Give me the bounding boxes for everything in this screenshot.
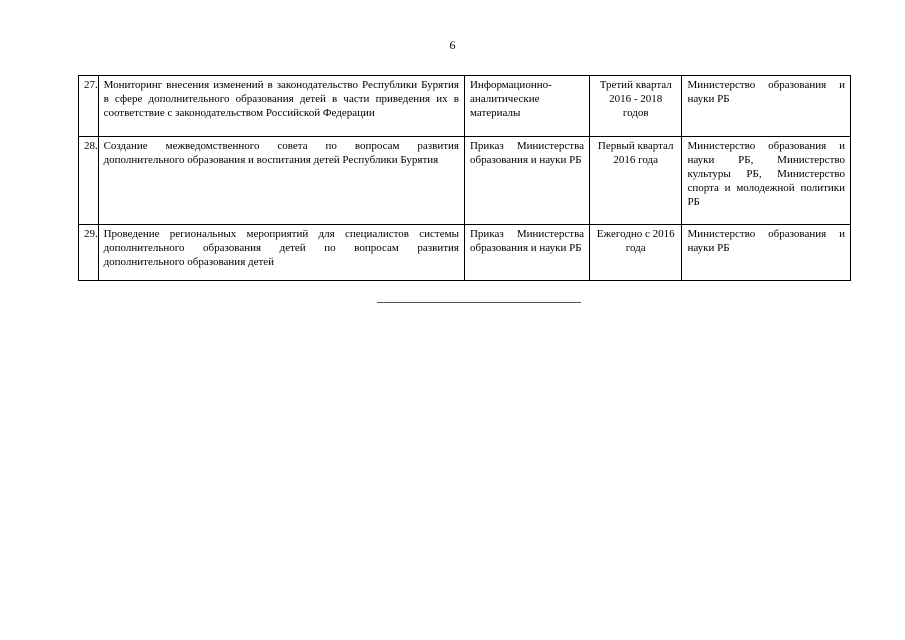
table-row	[79, 137, 851, 225]
activity-name: Проведение региональных мероприятий для специалистов системы дополнительного образования детей по вопросам развития дополнительного образования детей	[98, 225, 464, 281]
deadline: Третий квартал 2016 - 2018 годов	[590, 76, 682, 137]
responsible-executors: Министерство образования и науки РБ	[682, 76, 851, 137]
completion-form: Приказ Министерства образования и науки РБ	[464, 225, 589, 281]
end-of-document-divider	[377, 302, 581, 303]
action-plan-table	[78, 75, 851, 281]
page-number: 6	[449, 38, 456, 52]
responsible-executors: Министерство образования и науки РБ, Министерство культуры РБ, Министерство спорта и молодежной политики РБ	[682, 137, 851, 225]
activity-name: Создание межведомственного совета по вопросам развития дополнительного образования и воспитания детей Республики Бурятия	[98, 137, 464, 225]
deadline: Ежегодно с 2016 года	[590, 225, 682, 281]
responsible-executors: Министерство образования и науки РБ	[682, 225, 851, 281]
table-row	[79, 225, 851, 281]
completion-form: Информационно-аналитические материалы	[464, 76, 589, 137]
activity-name: Мониторинг внесения изменений в законодательство Республики Бурятия в сфере дополнительного образования детей в части приведения их в соответствие с законодательством Российской Федерации	[98, 76, 464, 137]
deadline: Первый квартал 2016 года	[590, 137, 682, 225]
row-number: 27.	[79, 76, 99, 137]
completion-form: Приказ Министерства образования и науки РБ	[464, 137, 589, 225]
row-number: 28.	[79, 137, 99, 225]
row-number: 29.	[79, 225, 99, 281]
table-row	[79, 76, 851, 137]
